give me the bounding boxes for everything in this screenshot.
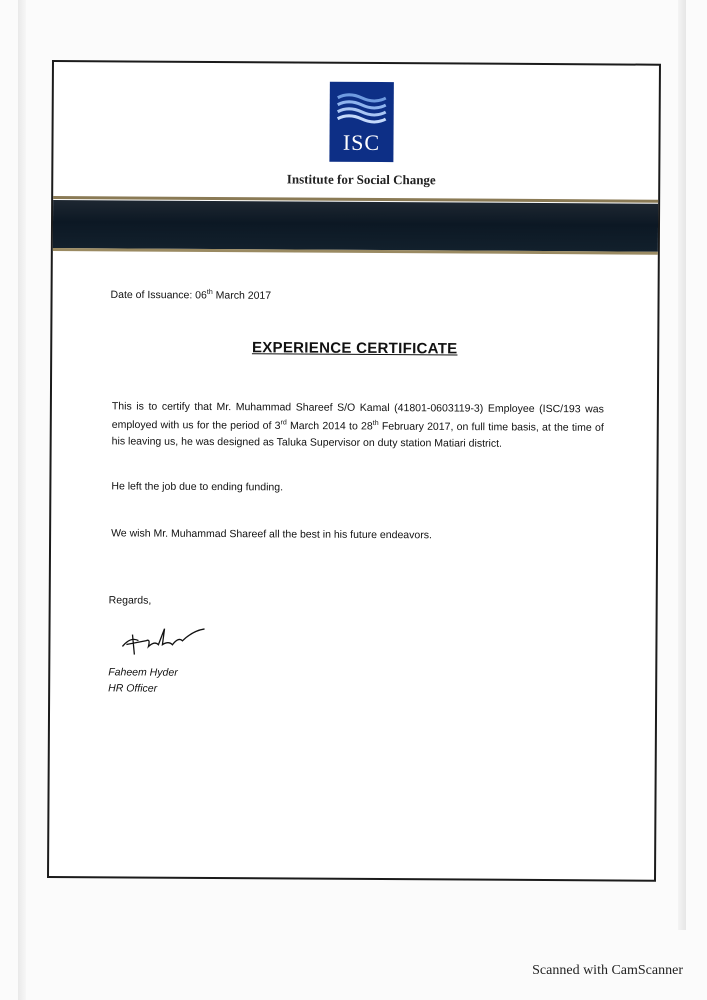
- certificate-page: [47, 60, 661, 882]
- date-day: 06: [195, 289, 207, 302]
- date-day-suffix: th: [206, 288, 213, 296]
- organization-name: Institute for Social Change: [286, 171, 436, 188]
- scan-edge-right: [678, 0, 686, 930]
- date-month-year: March 2017: [212, 289, 272, 302]
- p1-sup-a: rd: [280, 419, 287, 427]
- isc-logo: [329, 82, 393, 162]
- certification-paragraph: [112, 398, 604, 452]
- letterhead: [271, 81, 452, 208]
- signer-block: [108, 664, 178, 696]
- certificate-title: EXPERIENCE CERTIFICATE: [251, 339, 458, 358]
- signer-title: HR Officer: [108, 682, 158, 695]
- wishes-paragraph: We wish Mr. Muhammad Shareef all the best in his future endeavors.: [111, 527, 432, 542]
- p1-sup-b: th: [372, 419, 379, 428]
- scanner-watermark: Scanned with CamScanner: [532, 963, 683, 978]
- scan-edge-left: [18, 0, 26, 1000]
- header-banner: [53, 200, 658, 252]
- leaving-reason-paragraph: He left the job due to ending funding.: [111, 480, 284, 494]
- waves-icon: [336, 92, 388, 126]
- signer-name: Faheem Hyder: [108, 666, 178, 679]
- logo-text: ISC: [342, 129, 381, 156]
- p1-text-b: March 2014 to 28: [286, 419, 373, 433]
- regards-text: Regards,: [108, 594, 152, 607]
- handwritten-signature: [112, 610, 212, 661]
- p1-text-a: This is to certify that Mr. Muhammad Shareef S/O Kamal (41801-0603119-3) Employee (ISC/193 was employed with us for the period of 3: [111, 400, 604, 432]
- p1-text-c: February 2017, on full time basis, at the time of his leaving us, he was designed as Taluka Supervisor on duty station Matiari district.: [111, 420, 604, 450]
- date-label: Date of Issuance:: [110, 288, 196, 302]
- date-of-issuance: [111, 288, 272, 301]
